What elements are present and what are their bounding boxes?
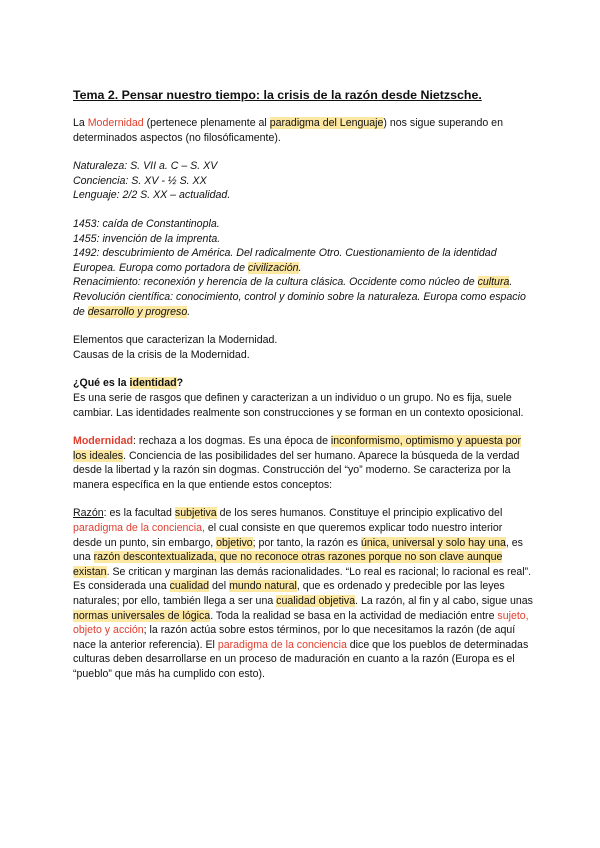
- event-line: [73, 246, 533, 275]
- reason-red-term: paradigma de la conciencia: [217, 638, 347, 651]
- identity-highlight: identidad: [129, 377, 177, 390]
- reason-red-term: sujeto, objeto y acción: [73, 609, 529, 637]
- reason-highlight: cualidad: [169, 580, 210, 593]
- modernity-paragraph: [73, 434, 533, 492]
- language-paradigm-highlight: paradigma del Lenguaje: [269, 117, 384, 129]
- event-text: Revolución científica: conocimiento, control y dominio sobre la naturaleza. Europa como espacio de: [73, 290, 526, 318]
- reason-text: , es una: [73, 536, 523, 564]
- reason-highlight: razón descontextualizada, que no reconoce otras razones porque no son clave aunque existan: [73, 551, 503, 578]
- reason-text: ; la razón actúa sobre estos términos, por lo que necesitamos la razón (de aquí nace la anterior referencia). El: [73, 624, 516, 651]
- modernity-text: : rechaza a los dogmas. Es una época de: [133, 435, 331, 448]
- reason-label: Razón: [73, 507, 104, 520]
- document-title: Tema 2. Pensar nuestro tiempo: la crisis de la razón desde Nietzsche.: [73, 88, 482, 102]
- progress-highlight: desarrollo y progreso: [87, 305, 188, 318]
- event-line: 1453: caída de Constantinopla.: [73, 217, 220, 230]
- event-text: Renacimiento: reconexión y herencia de la cultura clásica. Occidente como núcleo de: [73, 276, 478, 289]
- reason-highlight: subjetiva: [174, 507, 217, 520]
- elements-line: Elementos que caracterizan la Modernidad.: [73, 334, 278, 347]
- modernity-term: Modernidad: [87, 117, 144, 129]
- reason-text: . Se critican y marginan las demás racionalidades. “Lo real es racional; lo racional es real”. Es considerada una: [73, 565, 532, 593]
- reason-text: , que es ordenado y predecible por las leyes naturales; por ello, también llega a ser una: [73, 580, 505, 608]
- reason-text: de los seres humanos. Constituye el principio explicativo del: [216, 507, 503, 520]
- elements-line: Causas de la crisis de la Modernidad.: [73, 348, 250, 361]
- reason-text: dice que los pueblos de determinadas culturas deben desarrollarse en un proceso de maduración en cuanto a la razón (Europa es el “pueblo” que más ha cumplido con esto).: [73, 638, 529, 680]
- period-line: Lenguaje: 2/2 S. XX – actualidad.: [73, 189, 231, 202]
- reason-text: ; por tanto, la razón es: [252, 536, 361, 549]
- reason-highlight: objetivo: [216, 536, 253, 549]
- intro-text: (pertenece plenamente al: [143, 117, 270, 129]
- culture-highlight: cultura: [477, 276, 510, 289]
- intro-text: ) nos sigue superando en determinados aspectos (no filosóficamente).: [73, 117, 503, 144]
- identity-question: [73, 376, 533, 391]
- event-line: [73, 290, 533, 319]
- period-line: Naturaleza: S. VII a. C – S. XV: [73, 160, 218, 173]
- reason-text: el cual consiste en que queremos explicar todo nuestro interior desde un punto, sin embargo,: [73, 522, 503, 549]
- period-line: Conciencia: S. XV - ½ S. XX: [73, 174, 207, 187]
- reason-highlight: cualidad objetiva: [276, 595, 356, 608]
- identity-question-text: ?: [176, 377, 184, 390]
- modernity-label: Modernidad: [73, 435, 134, 448]
- ideals-highlight: inconformismo, optimismo y apuesta por los ideales: [73, 435, 522, 462]
- identity-definition: Es una serie de rasgos que definen y caracterizan a un individuo o un grupo. No es fija, suele cambiar. Las identidades realmente son construcciones y se forman en un contexto oposicional.: [73, 391, 524, 419]
- event-text: .: [298, 261, 302, 274]
- reason-red-term: paradigma de la conciencia,: [73, 522, 205, 535]
- event-line: 1455: invención de la imprenta.: [73, 232, 221, 245]
- event-text: .: [509, 276, 513, 289]
- identity-question-text: ¿Qué es la: [73, 377, 130, 390]
- intro-text: La: [73, 117, 88, 129]
- reason-text: del: [209, 580, 230, 593]
- intro-paragraph: [73, 116, 533, 145]
- event-text: 1492: descubrimiento de América. Del radicalmente Otro. Cuestionamiento de la identidad Europea. Europa como portadora de: [73, 247, 497, 274]
- reason-paragraph: [73, 506, 533, 681]
- event-text: .: [187, 305, 191, 318]
- modernity-text: . Conciencia de las posibilidades del ser humano. Aparece la búsqueda de la verdad desde la libertad y la razón sin dogmas. Construcción del “yo” moderno. Se caracteriza por la manera específica en la que entiende estos conceptos:: [73, 449, 520, 491]
- reason-highlight: única, universal y solo hay una: [361, 536, 506, 549]
- reason-highlight: normas universales de lógica: [73, 609, 211, 622]
- civilization-highlight: civilización: [247, 261, 299, 274]
- reason-text: . La razón, al fin y al cabo, sigue unas: [355, 595, 533, 608]
- event-line: [73, 275, 533, 290]
- reason-highlight: mundo natural: [229, 580, 297, 593]
- reason-text: . Toda la realidad se basa en la actividad de mediación entre: [210, 609, 498, 622]
- document-page: [73, 88, 533, 682]
- reason-text: : es la facultad: [103, 507, 175, 520]
